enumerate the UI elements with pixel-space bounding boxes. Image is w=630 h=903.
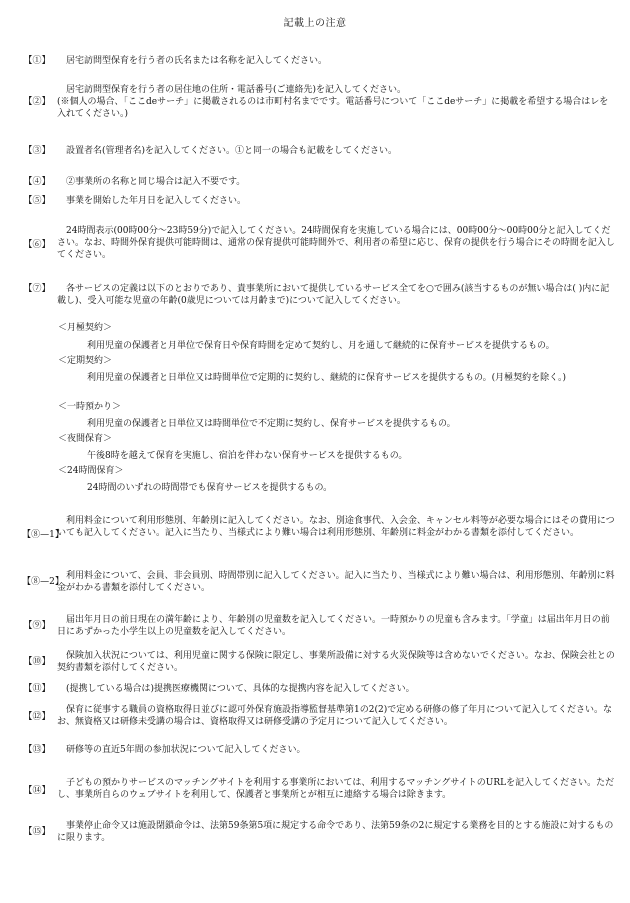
note-text-13: [57, 744, 617, 756]
service-head-periodic: ＜定期契約＞: [58, 356, 113, 366]
note-text-10: [57, 650, 617, 674]
note-label-4: 【④】: [23, 177, 51, 187]
note-para: 届出年月日の前日現在の満年齢により、年齢別の児童数を記入してください。一時預かりの児童も含みます。「学童」は届出年月日の前日にあずかった小学生以上の児童数を記入してください。: [57, 615, 610, 637]
note-para: (※個人の場合、「ここdeサーチ」に掲載されるのは市町村名までです。電話番号について「ここdeサーチ」に掲載を希望する場合はレを入れてください。): [57, 97, 609, 119]
note-text-1: [57, 55, 617, 67]
service-desc-monthly: 利用児童の保護者と月単位で保育日や保育時間を定めて契約し、月を通して継続的に保育サービスを提供するもの。: [87, 341, 555, 351]
note-text-8-1: [57, 515, 617, 539]
page-title: 記載上の注意: [283, 18, 347, 29]
service-head-temporary: ＜一時預かり＞: [58, 402, 122, 412]
note-para: 保険加入状況については、利用児童に関する保険に限定し、事業所設備に対する火災保険等は含めないでください。なお、保険会社との契約書類を添付してください。: [57, 651, 615, 673]
note-text-4: [57, 176, 617, 188]
note-para: 利用料金について、会員、非会員別、時間帯別に記入してください。記入に当たり、当様式により難い場合は、利用形態別、年齢別に料金がわかる書類を添付してください。: [57, 571, 615, 593]
note-label-11: 【⑪】: [23, 684, 51, 694]
note-text-12: [57, 704, 617, 728]
note-text-7: [57, 283, 617, 307]
note-label-1: 【①】: [23, 56, 51, 66]
note-para: 事業を開始した年月日を記入してください。: [66, 196, 247, 206]
service-desc-night: 午後8時を越えて保育を実施し、宿泊を伴わない保育サービスを提供するもの。: [87, 451, 408, 461]
note-label-13: 【⑬】: [23, 745, 51, 755]
note-para: 各サービスの定義は以下のとおりであり、貴事業所において提供しているサービス全てを○で囲み(該当するものが無い場合は( )内に記載し)、受入可能な児童の年齢(0歳児については月齢まで)について記入してください。: [57, 284, 610, 306]
note-label-6: 【⑥】: [23, 240, 51, 250]
note-label-12: 【⑫】: [23, 712, 51, 722]
note-label-9: 【⑨】: [23, 621, 51, 631]
service-head-24h: ＜24時間保育＞: [58, 466, 124, 476]
note-para: ②事業所の名称と同じ場合は記入不要です。: [66, 177, 246, 187]
service-head-night: ＜夜間保育＞: [58, 434, 113, 444]
note-text-5: [57, 195, 617, 207]
note-label-10: 【⑩】: [23, 657, 51, 667]
note-para: 利用料金について利用形態別、年齢別に記入してください。なお、別途食事代、入会金、キャンセル料等が必要な場合にはその費用についても記入してください。記入に当たり、当様式により難い場合は利用形態別、年齢別に料金がわかる書類を添付してください。: [57, 516, 615, 538]
note-text-11: [57, 683, 617, 695]
note-text-8-2: [57, 570, 617, 594]
note-para: 事業停止命令又は施設閉鎖命令は、法第59条第5項に規定する命令であり、法第59条の2に規定する業務を目的とする施設に対するものに限ります。: [57, 821, 614, 843]
note-para: 子どもの預かりサービスのマッチングサイトを利用する事業所においては、利用するマッチングサイトのURLを記入してください。ただし、事業所自らのウェブサイトを利用して、保護者と事業所とが相互に連絡する場合は除きます。: [57, 778, 615, 800]
note-text-14: [57, 777, 617, 801]
note-label-8-2: 【⑧—2】: [22, 577, 64, 587]
note-para: 24時間表示(00時00分～23時59分)で記入してください。24時間保育を実施している場合には、00時00分～00時00分と記入してください。なお、時間外保育提供可能時間は、通常の保育提供可能時間外で、利用者の希望に応じ、保育の提供を行う場合にその時間を記入してください。: [57, 226, 615, 260]
note-para: 設置者名(管理者名)を記入してください。①と同一の場合も記載をしてください。: [66, 146, 398, 156]
service-desc-temporary: 利用児童の保護者と日単位又は時間単位で不定期に契約し、保育サービスを提供するもの。: [87, 419, 456, 429]
service-desc-periodic: 利用児童の保護者と日単位又は時間単位で定期的に契約し、継続的に保育サービスを提供するもの。(月極契約を除く。): [87, 373, 566, 383]
service-head-monthly: ＜月極契約＞: [58, 323, 113, 333]
note-para: 保育に従事する職員の資格取得日並びに認可外保育施設指導監督基準第1の2(2)で定める研修の修了年月について記入してください。なお、無資格又は研修未受講の場合は、資格取得又は研修受講の予定月について記入してください。: [57, 705, 613, 727]
note-text-15: [57, 820, 617, 844]
note-text-9: [57, 614, 617, 638]
service-desc-24h: 24時間のいずれの時間帯でも保育サービスを提供するもの。: [87, 483, 333, 493]
note-label-2: 【②】: [23, 97, 51, 107]
note-label-7: 【⑦】: [23, 284, 51, 294]
note-text-6: [57, 225, 617, 261]
note-text-3: [57, 145, 617, 157]
note-para: 居宅訪問型保育を行う者の居住地の住所・電話番号(ご連絡先)を記入してください。: [66, 85, 407, 95]
note-label-8-1: 【⑧—1】: [22, 530, 64, 540]
note-label-14: 【⑭】: [23, 786, 51, 796]
note-para: (提携している場合は)提携医療機関について、具体的な提携内容を記入してください。: [66, 684, 415, 694]
note-para: 研修等の直近5年間の参加状況について記入してください。: [66, 745, 306, 755]
note-text-2: [57, 84, 617, 120]
note-label-3: 【③】: [23, 146, 51, 156]
note-label-5: 【⑤】: [23, 196, 51, 206]
note-label-15: 【⑮】: [23, 827, 51, 837]
note-para: 居宅訪問型保育を行う者の氏名または名称を記入してください。: [66, 56, 328, 66]
